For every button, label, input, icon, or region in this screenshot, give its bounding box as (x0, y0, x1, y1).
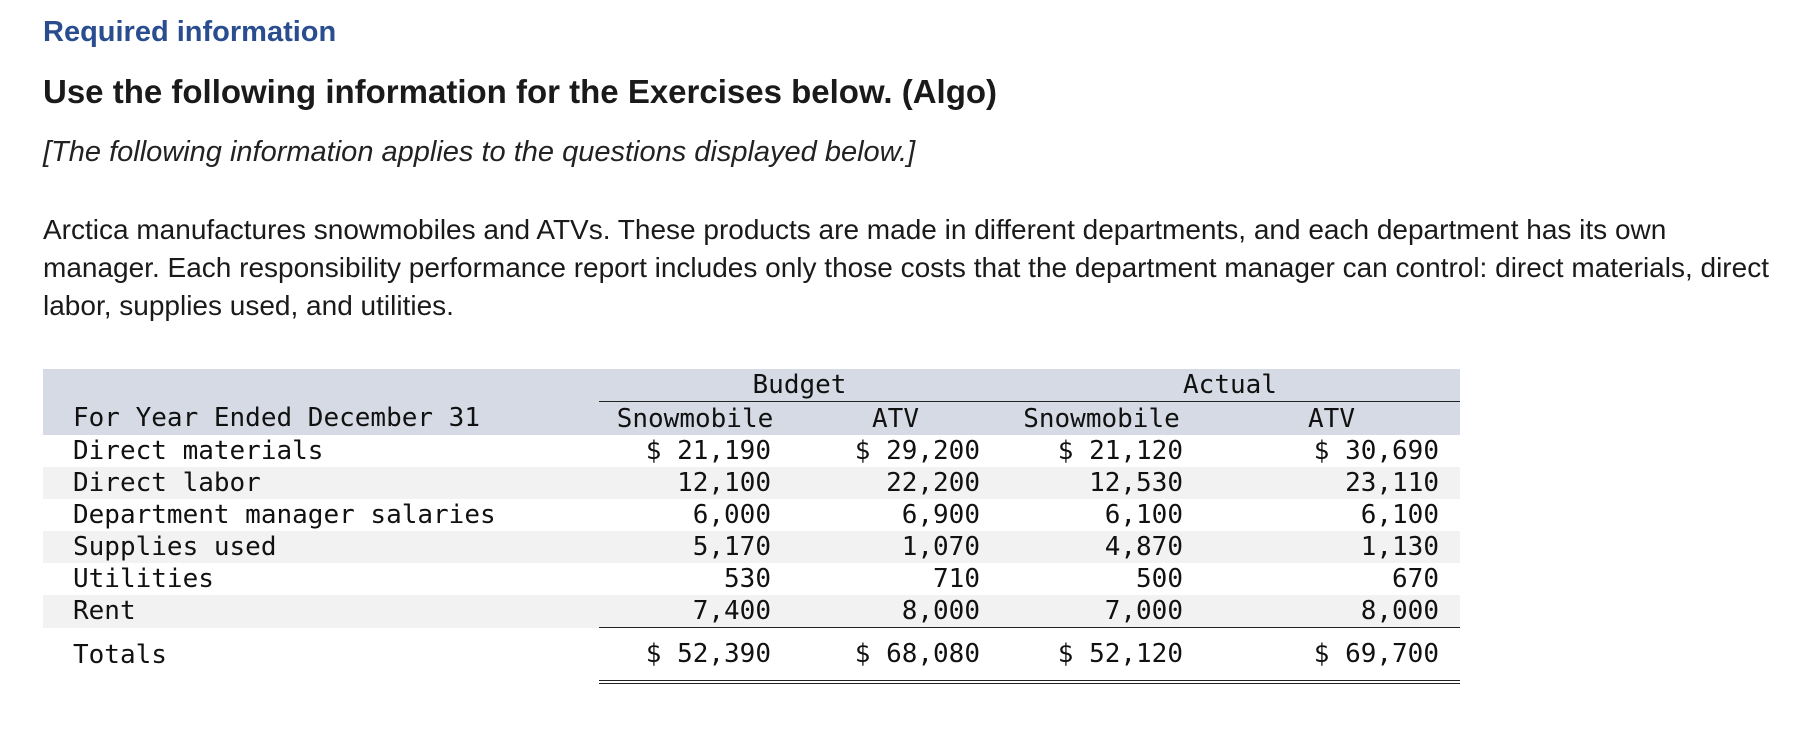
actual-atv-value: 670 (1203, 563, 1460, 595)
column-header-budget-atv: ATV (791, 402, 1000, 436)
row-label: Supplies used (43, 531, 599, 563)
actual-atv-value: $ 30,690 (1203, 435, 1460, 467)
row-label: Rent (43, 595, 599, 628)
table-row-supplies-used (43, 531, 1460, 563)
period-label: For Year Ended December 31 (43, 402, 599, 436)
column-header-row (43, 402, 1460, 436)
budget-atv-value: 1,070 (791, 531, 1000, 563)
actual-snowmobile-value: $ 21,120 (1000, 435, 1203, 467)
required-information-label: Required information (43, 16, 337, 48)
budget-snowmobile-value: 7,400 (599, 595, 791, 628)
table-row-totals (43, 628, 1460, 683)
actual-atv-value: 8,000 (1203, 595, 1460, 628)
table-row-utilities (43, 563, 1460, 595)
table-row-direct-materials (43, 435, 1460, 467)
totals-label: Totals (43, 628, 599, 683)
column-header-budget-snowmobile: Snowmobile (599, 402, 791, 436)
actual-snowmobile-value: 12,530 (1000, 467, 1203, 499)
budget-snowmobile-value: 6,000 (599, 499, 791, 531)
actual-snowmobile-value: 7,000 (1000, 595, 1203, 628)
budget-atv-value: 22,200 (791, 467, 1000, 499)
exercise-heading: Use the following information for the Exercises below. (Algo) (43, 73, 998, 110)
table-row-direct-labor (43, 467, 1460, 499)
budget-atv-value: 6,900 (791, 499, 1000, 531)
applies-note: [The following information applies to the questions displayed below.] (43, 136, 916, 168)
actual-snowmobile-total: $ 52,120 (1000, 628, 1203, 683)
group-header-row (43, 369, 1460, 402)
actual-snowmobile-value: 6,100 (1000, 499, 1203, 531)
budget-group-header: Budget (599, 369, 1000, 402)
actual-group-header: Actual (1000, 369, 1460, 402)
actual-atv-value: 1,130 (1203, 531, 1460, 563)
table-row-rent (43, 595, 1460, 628)
column-header-actual-snowmobile: Snowmobile (1000, 402, 1203, 436)
column-header-actual-atv: ATV (1203, 402, 1460, 436)
row-label: Department manager salaries (43, 499, 599, 531)
budget-snowmobile-total: $ 52,390 (599, 628, 791, 683)
table-row-department-manager-salaries (43, 499, 1460, 531)
actual-atv-value: 6,100 (1203, 499, 1460, 531)
actual-snowmobile-value: 500 (1000, 563, 1203, 595)
budget-snowmobile-value: $ 21,190 (599, 435, 791, 467)
actual-atv-total: $ 69,700 (1203, 628, 1460, 683)
intro-paragraph: Arctica manufactures snowmobiles and ATVs. These products are made in different departments, and each department has its own manager. Each responsibility performance report includes only those costs that the department manager can control: direct materials, direct labor, supplies used, and utilities. (43, 214, 1769, 321)
performance-report-table (43, 369, 1460, 684)
budget-snowmobile-value: 5,170 (599, 531, 791, 563)
row-label: Direct materials (43, 435, 599, 467)
budget-atv-value: 8,000 (791, 595, 1000, 628)
budget-atv-total: $ 68,080 (791, 628, 1000, 683)
budget-snowmobile-value: 530 (599, 563, 791, 595)
budget-atv-value: $ 29,200 (791, 435, 1000, 467)
actual-snowmobile-value: 4,870 (1000, 531, 1203, 563)
group-header-spacer (43, 369, 599, 402)
row-label: Direct labor (43, 467, 599, 499)
row-label: Utilities (43, 563, 599, 595)
budget-snowmobile-value: 12,100 (599, 467, 791, 499)
budget-atv-value: 710 (791, 563, 1000, 595)
actual-atv-value: 23,110 (1203, 467, 1460, 499)
